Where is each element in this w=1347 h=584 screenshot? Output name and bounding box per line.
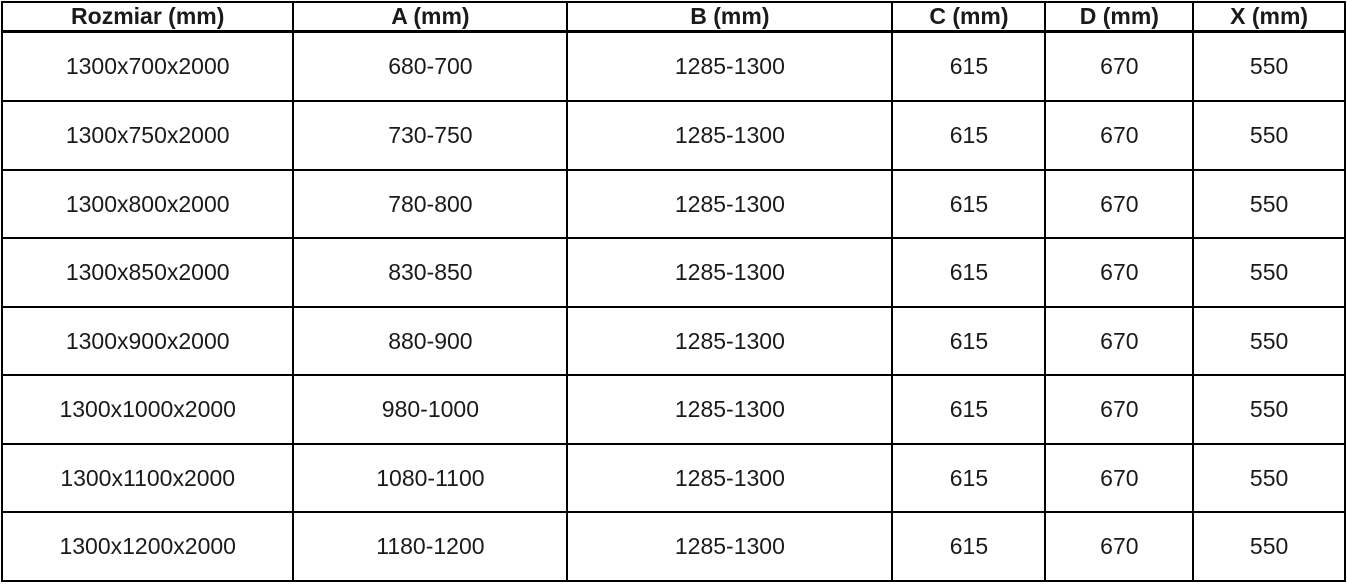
table-cell-rozmiar: 1300x1200x2000 [2,512,293,581]
table-row [2,170,1345,239]
table-cell-c: 615 [892,307,1045,376]
table-cell-d: 670 [1045,444,1193,513]
table-cell-d: 670 [1045,307,1193,376]
column-header-d: D (mm) [1045,2,1193,32]
table-cell-rozmiar: 1300x1000x2000 [2,375,293,444]
table-cell-c: 615 [892,512,1045,581]
column-header-rozmiar: Rozmiar (mm) [2,2,293,32]
table-cell-b: 1285-1300 [567,444,892,513]
table-cell-b: 1285-1300 [567,307,892,376]
table-cell-b: 1285-1300 [567,238,892,307]
table-cell-x: 550 [1193,375,1345,444]
table-cell-c: 615 [892,238,1045,307]
table-cell-rozmiar: 1300x850x2000 [2,238,293,307]
table-cell-d: 670 [1045,101,1193,170]
table-cell-a: 780-800 [293,170,567,239]
table-row [2,238,1345,307]
table-cell-rozmiar: 1300x750x2000 [2,101,293,170]
table-row [2,444,1345,513]
spec-table [1,1,1346,582]
table-cell-a: 830-850 [293,238,567,307]
table-cell-b: 1285-1300 [567,170,892,239]
table-cell-d: 670 [1045,512,1193,581]
table-cell-x: 550 [1193,170,1345,239]
table-cell-c: 615 [892,170,1045,239]
table-row [2,512,1345,581]
table-cell-x: 550 [1193,238,1345,307]
table-cell-rozmiar: 1300x900x2000 [2,307,293,376]
table-cell-d: 670 [1045,375,1193,444]
column-header-a: A (mm) [293,2,567,32]
table-cell-x: 550 [1193,307,1345,376]
table-cell-d: 670 [1045,32,1193,102]
table-cell-c: 615 [892,444,1045,513]
column-header-b: B (mm) [567,2,892,32]
table-cell-b: 1285-1300 [567,512,892,581]
table-cell-c: 615 [892,32,1045,102]
table-cell-x: 550 [1193,32,1345,102]
column-header-x: X (mm) [1193,2,1345,32]
table-cell-x: 550 [1193,512,1345,581]
table-cell-b: 1285-1300 [567,375,892,444]
table-cell-a: 1080-1100 [293,444,567,513]
table-cell-rozmiar: 1300x800x2000 [2,170,293,239]
table-cell-a: 730-750 [293,101,567,170]
header-row [2,2,1345,32]
table-cell-a: 680-700 [293,32,567,102]
table-row [2,101,1345,170]
table-cell-a: 1180-1200 [293,512,567,581]
table-row [2,307,1345,376]
table-cell-a: 880-900 [293,307,567,376]
table-cell-d: 670 [1045,238,1193,307]
table-row [2,32,1345,102]
table-cell-c: 615 [892,101,1045,170]
table-cell-b: 1285-1300 [567,101,892,170]
column-header-c: C (mm) [892,2,1045,32]
table-row [2,375,1345,444]
table-cell-c: 615 [892,375,1045,444]
table-cell-d: 670 [1045,170,1193,239]
table-cell-x: 550 [1193,444,1345,513]
table-cell-rozmiar: 1300x700x2000 [2,32,293,102]
table-cell-a: 980-1000 [293,375,567,444]
table-cell-rozmiar: 1300x1100x2000 [2,444,293,513]
table-cell-b: 1285-1300 [567,32,892,102]
table-cell-x: 550 [1193,101,1345,170]
